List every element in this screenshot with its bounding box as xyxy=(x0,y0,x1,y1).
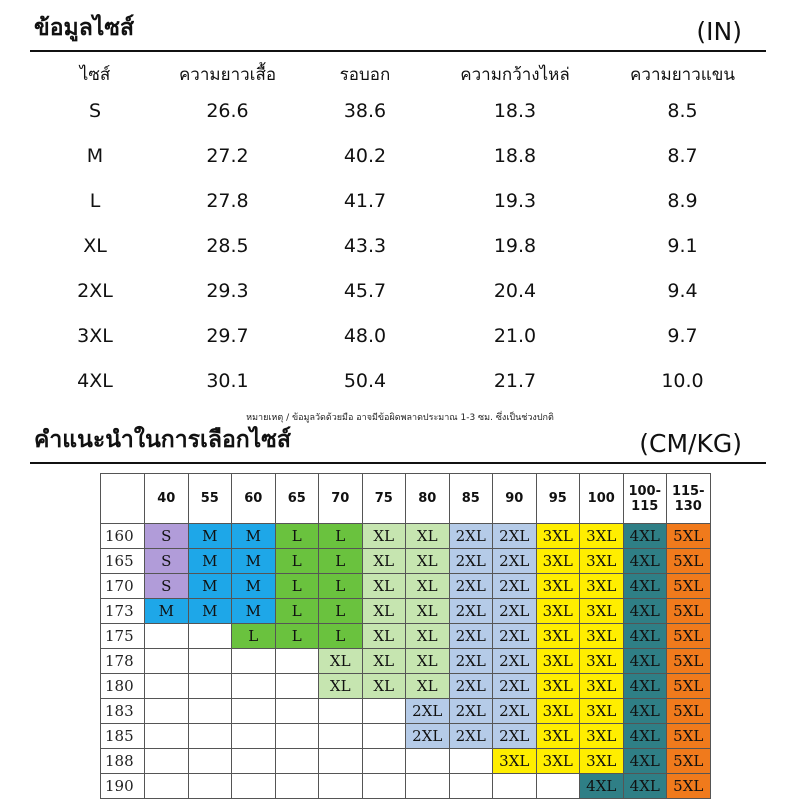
measurements-row xyxy=(40,313,760,358)
height-row xyxy=(101,724,711,749)
size-cell: 5XL xyxy=(667,574,711,599)
measurements-row xyxy=(40,88,760,133)
size-cell: 5XL xyxy=(667,724,711,749)
size-cell: XL xyxy=(362,524,406,549)
measurements-header-row xyxy=(40,60,760,88)
size-cell: 5XL xyxy=(667,524,711,549)
measurements-cell: 27.2 xyxy=(206,144,249,167)
measurements-cell: 19.3 xyxy=(493,189,537,212)
size-cell xyxy=(449,749,493,774)
size-cell: 2XL xyxy=(449,549,493,574)
size-cell xyxy=(232,699,276,724)
height-label: 190 xyxy=(101,774,145,799)
size-cell: 3XL xyxy=(536,674,580,699)
height-row xyxy=(101,749,711,774)
measurements-cell: 43.3 xyxy=(343,234,387,257)
size-cell: 3XL xyxy=(580,674,624,699)
size-cell: 5XL xyxy=(667,549,711,574)
size-cell xyxy=(188,749,232,774)
size-cell: M xyxy=(145,599,189,624)
size-cell xyxy=(145,699,189,724)
size-cell: XL xyxy=(406,574,450,599)
size-cell: 2XL xyxy=(493,549,537,574)
size-cell xyxy=(362,724,406,749)
size-cell: XL xyxy=(406,599,450,624)
measurements-cell: 18.3 xyxy=(493,99,537,122)
measurements-cell: 40.2 xyxy=(343,144,387,167)
measurement-note: หมายเหตุ / ข้อมูลวัดด้วยมือ อาจมีข้อผิดพลาดประมาณ 1-3 ซม. ซึ่งเป็นช่วงปกติ xyxy=(246,413,554,423)
size-cell: 4XL xyxy=(623,749,667,774)
size-cell: 4XL xyxy=(623,674,667,699)
size-cell: 2XL xyxy=(493,624,537,649)
height-label: 183 xyxy=(101,699,145,724)
measurements-cell: 29.3 xyxy=(206,279,249,302)
size-cell: 2XL xyxy=(406,724,450,749)
size-cell: 3XL xyxy=(536,574,580,599)
weight-header: 65 xyxy=(275,474,319,524)
size-cell: 3XL xyxy=(536,699,580,724)
guide-title: คำแนะนำในการเลือกไซส์ xyxy=(34,427,291,453)
measurements-cell: L xyxy=(89,189,101,212)
height-label: 165 xyxy=(101,549,145,574)
size-cell: 2XL xyxy=(493,599,537,624)
size-cell: XL xyxy=(362,674,406,699)
size-cell: M xyxy=(232,574,276,599)
size-cell xyxy=(449,774,493,799)
measurements-cell: XL xyxy=(83,234,107,257)
size-cell: 3XL xyxy=(580,749,624,774)
size-cell: 2XL xyxy=(493,574,537,599)
size-cell: 2XL xyxy=(449,574,493,599)
size-cell: 2XL xyxy=(493,724,537,749)
measurements-table xyxy=(40,60,760,403)
measurements-row xyxy=(40,358,760,403)
size-cell: 5XL xyxy=(667,699,711,724)
size-cell xyxy=(319,749,363,774)
size-cell: 2XL xyxy=(493,674,537,699)
measurements-cell: 2XL xyxy=(77,279,113,302)
height-row xyxy=(101,549,711,574)
size-cell xyxy=(362,699,406,724)
size-cell: L xyxy=(275,624,319,649)
size-cell: 5XL xyxy=(667,624,711,649)
size-cell xyxy=(188,699,232,724)
weight-header: 55 xyxy=(188,474,232,524)
size-cell: 4XL xyxy=(623,699,667,724)
size-cell: 3XL xyxy=(580,624,624,649)
size-cell xyxy=(145,774,189,799)
measurements-cell: 21.0 xyxy=(493,324,537,347)
size-cell: 3XL xyxy=(580,599,624,624)
size-cell: XL xyxy=(406,674,450,699)
measurements-cell: 29.7 xyxy=(206,324,249,347)
guide-unit: (CM/KG) xyxy=(639,429,742,458)
measurements-cell: S xyxy=(88,99,102,122)
size-cell: 3XL xyxy=(536,599,580,624)
size-cell: 4XL xyxy=(623,774,667,799)
measurements-cell: 10.0 xyxy=(661,369,704,392)
size-cell: 3XL xyxy=(580,649,624,674)
measurements-cell: M xyxy=(86,144,104,167)
size-cell xyxy=(145,649,189,674)
size-cell: M xyxy=(188,574,232,599)
height-label: 170 xyxy=(101,574,145,599)
height-label: 178 xyxy=(101,649,145,674)
size-cell xyxy=(275,749,319,774)
size-cell: 3XL xyxy=(580,524,624,549)
size-cell: L xyxy=(232,624,276,649)
size-guide-table xyxy=(100,473,711,799)
size-cell: 2XL xyxy=(449,524,493,549)
size-cell: S xyxy=(145,524,189,549)
corner-cell xyxy=(101,474,145,524)
size-cell: 3XL xyxy=(580,699,624,724)
size-cell xyxy=(232,749,276,774)
size-cell: 3XL xyxy=(536,649,580,674)
size-cell: 2XL xyxy=(449,624,493,649)
size-cell: 2XL xyxy=(449,699,493,724)
size-cell: 4XL xyxy=(623,549,667,574)
size-cell: 2XL xyxy=(449,599,493,624)
measurements-cell: 41.7 xyxy=(343,189,387,212)
size-cell: XL xyxy=(362,599,406,624)
weight-header-row xyxy=(101,474,711,524)
height-row xyxy=(101,774,711,799)
height-row xyxy=(101,599,711,624)
size-cell xyxy=(319,699,363,724)
measurements-cell: 8.9 xyxy=(667,189,698,212)
weight-header: 60 xyxy=(232,474,276,524)
guide-header xyxy=(30,424,766,464)
size-cell xyxy=(319,774,363,799)
size-cell: 4XL xyxy=(623,524,667,549)
size-cell xyxy=(145,724,189,749)
size-cell xyxy=(319,724,363,749)
size-cell: 4XL xyxy=(580,774,624,799)
measurements-row xyxy=(40,133,760,178)
weight-header: 40 xyxy=(145,474,189,524)
size-cell: L xyxy=(275,524,319,549)
weight-header: 100- 115 xyxy=(623,474,667,524)
size-cell: 3XL xyxy=(580,724,624,749)
height-label: 188 xyxy=(101,749,145,774)
height-label: 160 xyxy=(101,524,145,549)
measurements-cell: 4XL xyxy=(77,369,113,392)
size-cell: L xyxy=(319,599,363,624)
measurements-header xyxy=(30,12,766,52)
size-cell xyxy=(275,774,319,799)
size-cell xyxy=(232,649,276,674)
measurements-cell: 21.7 xyxy=(493,369,537,392)
size-cell: S xyxy=(145,574,189,599)
measurements-cell: 8.5 xyxy=(667,99,698,122)
size-cell xyxy=(406,749,450,774)
size-cell xyxy=(536,774,580,799)
height-row xyxy=(101,674,711,699)
height-label: 173 xyxy=(101,599,145,624)
size-cell: XL xyxy=(319,649,363,674)
measurements-cell: 9.7 xyxy=(667,324,698,347)
size-cell: XL xyxy=(406,649,450,674)
size-cell: 3XL xyxy=(580,574,624,599)
size-cell xyxy=(275,649,319,674)
height-row xyxy=(101,524,711,549)
weight-header: 80 xyxy=(406,474,450,524)
size-cell: XL xyxy=(362,649,406,674)
height-label: 175 xyxy=(101,624,145,649)
size-cell: M xyxy=(188,549,232,574)
size-cell xyxy=(145,749,189,774)
size-cell: XL xyxy=(406,624,450,649)
measurements-cell: 30.1 xyxy=(206,369,249,392)
size-cell xyxy=(188,774,232,799)
weight-header: 90 xyxy=(493,474,537,524)
measurements-row xyxy=(40,223,760,268)
size-cell: 3XL xyxy=(536,549,580,574)
measurements-cell: 26.6 xyxy=(206,99,249,122)
size-cell: 3XL xyxy=(536,724,580,749)
size-cell: 3XL xyxy=(536,624,580,649)
size-cell: L xyxy=(275,574,319,599)
size-cell: L xyxy=(275,549,319,574)
size-cell: M xyxy=(232,524,276,549)
size-cell: XL xyxy=(319,674,363,699)
weight-header: 75 xyxy=(362,474,406,524)
size-cell: 5XL xyxy=(667,649,711,674)
height-label: 180 xyxy=(101,674,145,699)
size-cell: 2XL xyxy=(449,674,493,699)
size-cell: XL xyxy=(406,524,450,549)
size-cell: S xyxy=(145,549,189,574)
measurements-cell: 9.1 xyxy=(667,234,698,257)
measurements-cell: 19.8 xyxy=(493,234,537,257)
weight-header: 115- 130 xyxy=(667,474,711,524)
measurements-cell: 3XL xyxy=(77,324,113,347)
size-cell: L xyxy=(319,624,363,649)
size-cell: 3XL xyxy=(493,749,537,774)
size-cell xyxy=(188,674,232,699)
size-cell: 4XL xyxy=(623,724,667,749)
size-cell xyxy=(275,724,319,749)
size-cell: 2XL xyxy=(493,649,537,674)
size-cell: 5XL xyxy=(667,599,711,624)
size-cell: 3XL xyxy=(536,749,580,774)
measurements-cell: 18.8 xyxy=(493,144,537,167)
size-cell xyxy=(232,724,276,749)
measurements-cell: 20.4 xyxy=(493,279,537,302)
measurements-cell: 27.8 xyxy=(206,189,249,212)
size-cell xyxy=(362,749,406,774)
size-cell: 2XL xyxy=(449,724,493,749)
size-cell: 4XL xyxy=(623,649,667,674)
size-cell xyxy=(232,774,276,799)
measurements-column-header: ความกว้างไหล่ xyxy=(460,64,570,85)
measurements-cell: 9.4 xyxy=(667,279,698,302)
size-cell xyxy=(406,774,450,799)
size-cell: XL xyxy=(406,549,450,574)
size-cell xyxy=(232,674,276,699)
size-cell: XL xyxy=(362,574,406,599)
size-cell: 5XL xyxy=(667,749,711,774)
measurements-cell: 48.0 xyxy=(343,324,387,347)
size-cell: L xyxy=(319,524,363,549)
size-cell xyxy=(275,674,319,699)
size-cell: 4XL xyxy=(623,574,667,599)
height-row xyxy=(101,649,711,674)
measurements-cell: 8.7 xyxy=(667,144,698,167)
height-row xyxy=(101,699,711,724)
size-cell xyxy=(145,624,189,649)
size-cell xyxy=(188,724,232,749)
weight-header: 95 xyxy=(536,474,580,524)
weight-header: 100 xyxy=(580,474,624,524)
measurements-column-header: ความยาวแขน xyxy=(630,64,735,85)
size-cell xyxy=(188,624,232,649)
size-cell: L xyxy=(275,599,319,624)
size-cell: 5XL xyxy=(667,774,711,799)
measurements-cell: 28.5 xyxy=(206,234,249,257)
size-cell: 5XL xyxy=(667,674,711,699)
size-cell: 2XL xyxy=(406,699,450,724)
size-cell: L xyxy=(319,549,363,574)
measurements-unit: (IN) xyxy=(696,17,742,46)
size-cell: M xyxy=(188,599,232,624)
size-cell xyxy=(145,674,189,699)
measurements-title: ข้อมูลไซส์ xyxy=(34,15,135,41)
size-cell: 2XL xyxy=(493,699,537,724)
size-cell: 2XL xyxy=(493,524,537,549)
size-cell xyxy=(188,649,232,674)
measurements-cell: 45.7 xyxy=(343,279,387,302)
size-cell: M xyxy=(188,524,232,549)
measurements-row xyxy=(40,178,760,223)
size-cell: 4XL xyxy=(623,624,667,649)
size-cell xyxy=(275,699,319,724)
weight-header: 85 xyxy=(449,474,493,524)
measurements-cell: 38.6 xyxy=(343,99,387,122)
size-cell xyxy=(362,774,406,799)
measurements-column-header: รอบอก xyxy=(339,64,391,85)
measurements-row xyxy=(40,268,760,313)
measurements-cell: 50.4 xyxy=(343,369,387,392)
height-label: 185 xyxy=(101,724,145,749)
height-row xyxy=(101,574,711,599)
size-cell: 2XL xyxy=(449,649,493,674)
weight-header: 70 xyxy=(319,474,363,524)
size-cell: 3XL xyxy=(536,524,580,549)
size-cell: L xyxy=(319,574,363,599)
size-cell: XL xyxy=(362,549,406,574)
size-cell: 3XL xyxy=(580,549,624,574)
measurements-column-header: ความยาวเสื้อ xyxy=(178,64,277,85)
size-cell: XL xyxy=(362,624,406,649)
size-cell: M xyxy=(232,599,276,624)
measurements-column-header: ไซส์ xyxy=(79,64,111,85)
size-cell xyxy=(493,774,537,799)
size-cell: 4XL xyxy=(623,599,667,624)
height-row xyxy=(101,624,711,649)
size-cell: M xyxy=(232,549,276,574)
